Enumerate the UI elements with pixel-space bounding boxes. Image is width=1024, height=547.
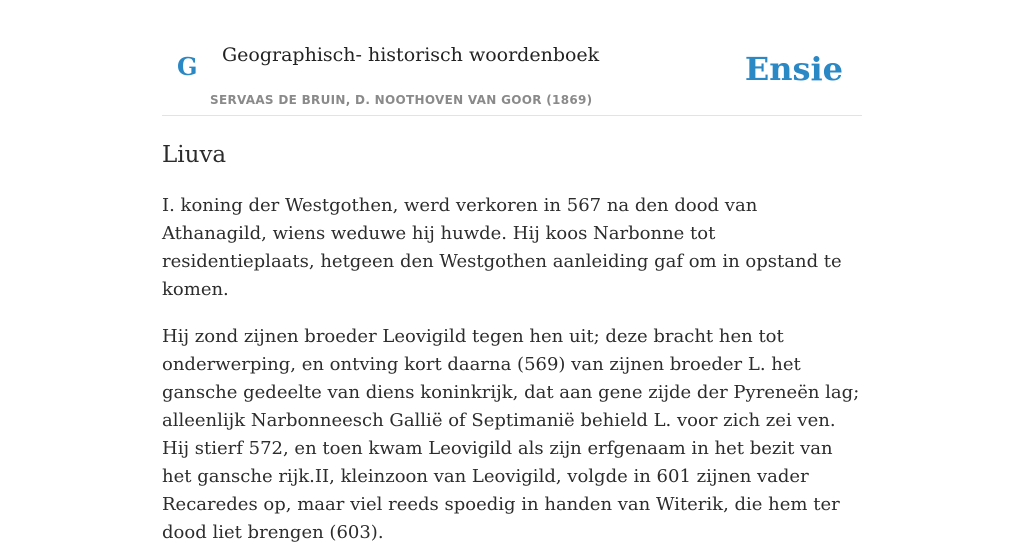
index-letter-link[interactable]: G bbox=[177, 52, 198, 81]
brand-logo-link[interactable]: Ensie bbox=[744, 50, 843, 88]
entry-title: Liuva bbox=[162, 142, 227, 168]
entry-paragraph: I. koning der Westgothen, werd verkoren in 567 na den dood van Athanagild, wiens weduwe hij huwde. Hij koos Narbonne tot residentieplaats, hetgeen den Westgothen aanleiding gaf om in opstand te komen. bbox=[162, 194, 842, 300]
header bbox=[162, 0, 862, 116]
page bbox=[162, 0, 862, 547]
author-line: SERVAAS DE BRUIN, D. NOOTHOVEN VAN GOOR (1869) bbox=[210, 93, 593, 107]
dictionary-title-link[interactable]: Geographisch- historisch woordenboek bbox=[222, 44, 600, 66]
entry-paragraph: Hij zond zijnen broeder Leovigild tegen hen uit; deze bracht hen tot onderwerping, en ontving kort daarna (569) van zijnen broeder L. het gansche gedeelte van diens koninkrijk, dat aan gene zijde der Pyreneën lag; alleenlijk Narbonneesch Gallië of Septimanië behield L. voor zich zei ven. Hij stierf 572, en toen kwam Leovigild als zijn erfgenaam in het bezit van het gansche rijk.II, kleinzoon van Leovigild, volgde in 601 zijnen vader Recaredes op, maar viel reeds spoedig in handen van Witerik, die hem ter dood liet brengen (603). bbox=[162, 325, 860, 543]
entry-body bbox=[162, 192, 862, 547]
